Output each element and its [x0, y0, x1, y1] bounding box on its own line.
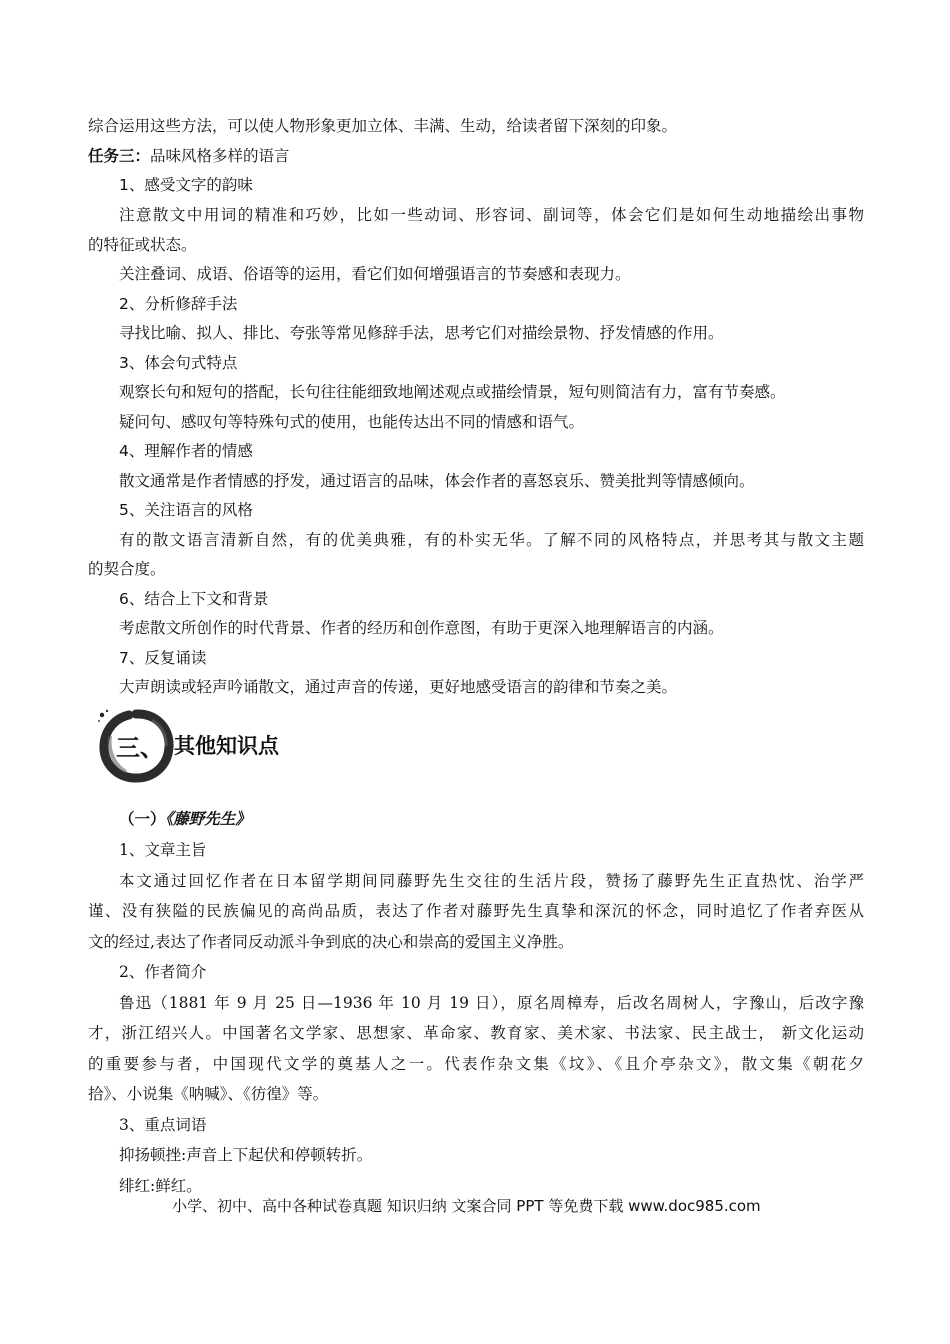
paragraph-line: 本文通过回忆作者在日本留学期间同藤野先生交往的生活片段，赞扬了藤野先生正直热忱、治学严 [119, 872, 864, 890]
section-header [96, 706, 496, 786]
paragraph-line: 的重要参与者，中国现代文学的奠基人之一。代表作杂文集《坟》、《且介亭杂文》，散文集《朝花夕 [88, 1055, 864, 1073]
article-number: （一） [119, 809, 166, 828]
subheading: 3、重点词语 [119, 1116, 207, 1134]
task-title: 品味风格多样的语言 [150, 147, 290, 165]
paragraph-line: 有的散文语言清新自然，有的优美典雅，有的朴实无华。了解不同的风格特点，并思考其与散文主题 [119, 531, 864, 549]
paragraph-line: 鲁迅（1881 年 9 月 25 日—1936 年 10 月 19 日），原名周樟寿，后改名周树人，字豫山，后改字豫 [119, 994, 864, 1012]
paragraph-line: 注意散文中用词的精准和巧妙，比如一些动词、形容词、副词等，体会它们是如何生动地描绘出事物 [119, 206, 864, 224]
subheading: 2、作者简介 [119, 963, 207, 981]
paragraph-line: 考虑散文所创作的时代背景、作者的经历和创作意图，有助于更深入地理解语言的内涵。 [119, 619, 724, 637]
paragraph-line: 大声朗读或轻声吟诵散文，通过声音的传递，更好地感受语言的韵律和节奏之美。 [119, 678, 678, 696]
paragraph-line: 散文通常是作者情感的抒发，通过语言的品味，体会作者的喜怒哀乐、赞美批判等情感倾向。 [119, 472, 755, 490]
paragraph-line: 疑问句、感叹句等特殊句式的使用，也能传达出不同的情感和语气。 [119, 413, 585, 431]
paragraph-line: 关注叠词、成语、俗语等的运用，看它们如何增强语言的节奏感和表现力。 [119, 265, 631, 283]
paragraph-line: 谨、没有狭隘的民族偏见的高尚品质，表达了作者对藤野先生真挚和深沉的怀念，同时追忆了作者弃医从 [88, 902, 864, 920]
footer-banner: 小学、初中、高中各种试卷真题 知识归纳 文案合同 PPT 等免费下载 www.doc985.com [172, 1197, 761, 1215]
subheading: 2、分析修辞手法 [119, 295, 238, 313]
subheading: 4、理解作者的情感 [119, 442, 253, 460]
paragraph-line: 才，浙江绍兴人。中国著名文学家、思想家、革命家、教育家、美术家、书法家、民主战士， 新文化运动 [88, 1024, 864, 1042]
paragraph-line: 综合运用这些方法，可以使人物形象更加立体、丰满、生动，给读者留下深刻的印象。 [88, 117, 678, 135]
vocab-item: 绯红:鲜红。 [119, 1177, 202, 1195]
task-label: 任务三： [88, 147, 151, 165]
subheading: 1、文章主旨 [119, 841, 207, 859]
paragraph-line: 的契合度。 [88, 560, 166, 578]
section-title: 其他知识点 [174, 734, 279, 758]
paragraph-line: 寻找比喻、拟人、排比、夸张等常见修辞手法，思考它们对描绘景物、抒发情感的作用。 [119, 324, 724, 342]
paragraph-line: 拾》、小说集《呐喊》、《彷徨》等。 [88, 1085, 329, 1103]
paragraph-line: 观察长句和短句的搭配，长句往往能细致地阐述观点或描绘情景，短句则简洁有力，富有节奏感。 [119, 383, 786, 401]
paragraph-line: 的特征或状态。 [88, 236, 197, 254]
vocab-item: 抑扬顿挫:声音上下起伏和停顿转折。 [119, 1146, 373, 1164]
subheading: 7、反复诵读 [119, 649, 207, 667]
task-heading [88, 145, 290, 167]
section-number: 三、 [116, 734, 164, 762]
subheading: 1、感受文字的韵味 [119, 176, 253, 194]
subheading: 5、关注语言的风格 [119, 501, 253, 519]
paragraph-line: 文的经过,表达了作者同反动派斗争到底的决心和崇高的爱国主义净胜。 [88, 933, 574, 951]
subheading: 6、结合上下文和背景 [119, 590, 269, 608]
article-title: 《藤野先生》 [165, 809, 251, 828]
subheading: 3、体会句式特点 [119, 354, 238, 372]
article-heading [119, 808, 251, 830]
